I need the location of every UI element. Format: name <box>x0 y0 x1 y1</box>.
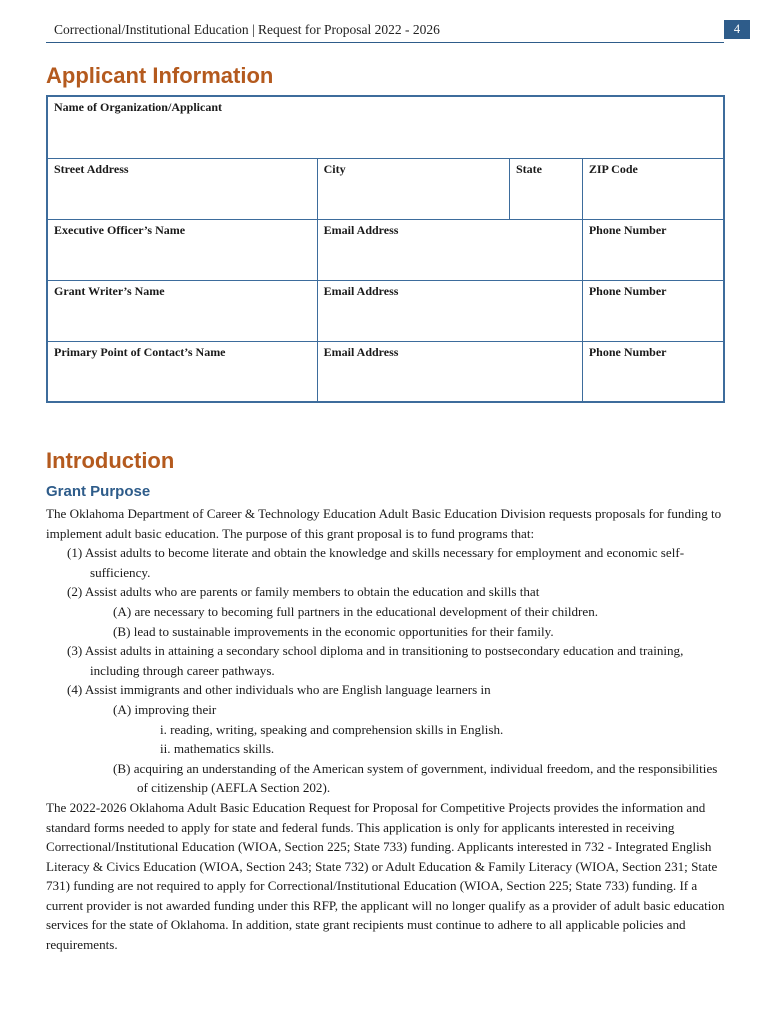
list-item-2: (2) Assist adults who are parents or family members to obtain the education and skills that <box>67 584 540 600</box>
primary-contact-phone-field[interactable] <box>582 341 724 402</box>
closing-paragraph: The 2022-2026 Oklahoma Adult Basic Education Request for Proposal for Competitive Projects provides the information and standard forms needed to apply for state and federal funds. This application is only for applicants interested in receiving Correctional/Institutional Education (WIOA, Section 225; State 733) funding. Applicants interested in 732 - Integrated English Literacy & Civics Education (WIOA, Section 243; State 732) or Adult Education & Family Literacy (WIOA, Section 231; State 731) funding are not required to apply for Correctional/Institutional Education (WIOA, Section 225; State 733) funding. If a current provider is not awarded funding under this RFP, the applicant will no longer qualify as a provider of adult basic education services for the state of Oklahoma. In addition, state grant recipients must continue to adhere to all applicable policies and requirements. <box>46 799 725 953</box>
organization-label: Name of Organization/Applicant <box>54 100 222 114</box>
zip-code-field[interactable] <box>582 158 724 219</box>
state-field[interactable] <box>509 158 582 219</box>
list-item-3: (3) Assist adults in attaining a secondary school diploma and in transitioning to postsecondary education and training, including through career pathways. <box>67 643 684 678</box>
grant-writer-name-label: Grant Writer’s Name <box>54 283 165 298</box>
intro-paragraph: The Oklahoma Department of Career & Technology Education Adult Basic Education Division requests proposals for funding to implement adult basic education. The purpose of this grant proposal is to fund programs that: <box>46 506 722 541</box>
grant-writer-email-label: Email Address <box>323 283 399 298</box>
page-header <box>0 0 770 44</box>
list-item-2a: (A) are necessary to becoming full partners in the educational development of their children. <box>113 603 599 619</box>
state-label: State <box>515 161 542 176</box>
grant-writer-name-field[interactable] <box>47 280 317 341</box>
executive-email-label: Email Address <box>323 222 399 237</box>
street-address-label: Street Address <box>54 161 129 176</box>
list-item-4a: (A) improving their <box>113 701 217 717</box>
list-item-4b: (B) acquiring an understanding of the American system of government, individual freedom, and the responsibilities of citizenship (AEFLA Section 202). <box>113 760 718 796</box>
list-item-4: (4) Assist immigrants and other individuals who are English language learners in <box>67 682 491 698</box>
street-address-field[interactable] <box>47 158 317 219</box>
organization-field[interactable] <box>47 96 724 158</box>
executive-phone-label: Phone Number <box>588 222 667 237</box>
introduction-heading: Introduction <box>46 448 175 473</box>
primary-contact-name-field[interactable] <box>47 341 317 402</box>
zip-code-label: ZIP Code <box>588 161 638 176</box>
executive-email-field[interactable] <box>317 219 582 280</box>
grant-writer-email-field[interactable] <box>317 280 582 341</box>
grant-purpose-heading: Grant Purpose <box>46 483 151 500</box>
page-number-badge: 4 <box>724 20 750 39</box>
primary-contact-email-field[interactable] <box>317 341 582 402</box>
city-field[interactable] <box>317 158 509 219</box>
applicant-information-heading: Applicant Information <box>46 63 274 88</box>
running-title: Correctional/Institutional Education | Request for Proposal 2022 - 2026 <box>54 22 440 37</box>
applicant-form-table <box>46 95 725 403</box>
executive-officer-name-label: Executive Officer’s Name <box>54 222 186 237</box>
introduction-body <box>46 504 726 955</box>
list-item-1: (1) Assist adults to become literate and obtain the knowledge and skills necessary for employment and economic self-sufficiency. <box>67 545 685 580</box>
executive-phone-field[interactable] <box>582 219 724 280</box>
primary-contact-email-label: Email Address <box>323 344 399 359</box>
city-label: City <box>323 161 346 176</box>
header-rule <box>46 42 724 43</box>
executive-officer-name-field[interactable] <box>47 219 317 280</box>
list-item-2b: (B) lead to sustainable improvements in the economic opportunities for their family. <box>113 623 554 639</box>
list-item-4a-ii: ii. mathematics skills. <box>160 741 275 757</box>
primary-contact-phone-label: Phone Number <box>588 344 667 359</box>
grant-writer-phone-label: Phone Number <box>588 283 667 298</box>
grant-writer-phone-field[interactable] <box>582 280 724 341</box>
primary-contact-name-label: Primary Point of Contact’s Name <box>54 344 226 359</box>
list-item-4a-i: i. reading, writing, speaking and comprehension skills in English. <box>160 721 504 737</box>
